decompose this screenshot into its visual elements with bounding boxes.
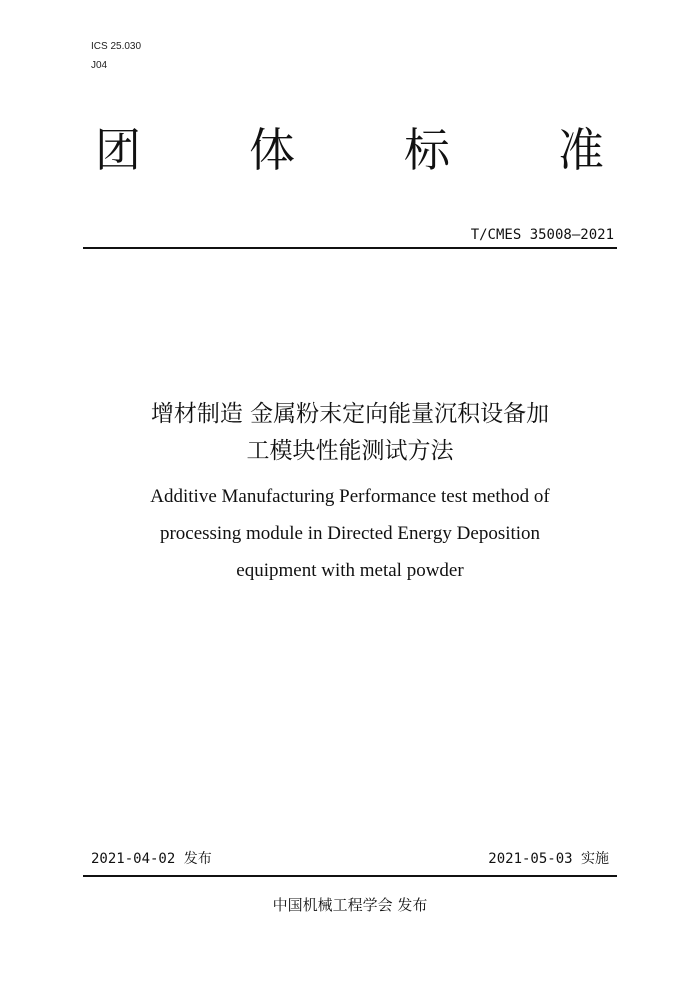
implementation-date: 2021-05-03 实施 [488, 851, 609, 867]
classification-code: J04 [91, 60, 108, 71]
chinese-title-line-1: 增材制造 金属粉末定向能量沉积设备加 [150, 401, 550, 427]
standard-type-char-1: 团 [95, 123, 141, 177]
publisher: 中国机械工程学会 发布 [272, 896, 428, 914]
chinese-title-line-2: 工模块性能测试方法 [246, 438, 454, 464]
issue-date: 2021-04-02 发布 [91, 851, 212, 867]
english-title-line-3: equipment with metal powder [236, 560, 464, 581]
standard-type-char-2: 体 [249, 123, 295, 177]
english-title-line-1: Additive Manufacturing Performance test method of [150, 486, 550, 507]
standard-type-char-3: 标 [404, 123, 450, 177]
english-title-line-2: processing module in Directed Energy Deposition [159, 523, 541, 544]
standard-type-char-4: 准 [558, 123, 604, 177]
ics-code: ICS 25.030 [91, 41, 142, 52]
bottom-divider [83, 875, 617, 877]
top-divider [83, 247, 617, 249]
standard-number: T/CMES 35008—2021 [470, 227, 614, 243]
